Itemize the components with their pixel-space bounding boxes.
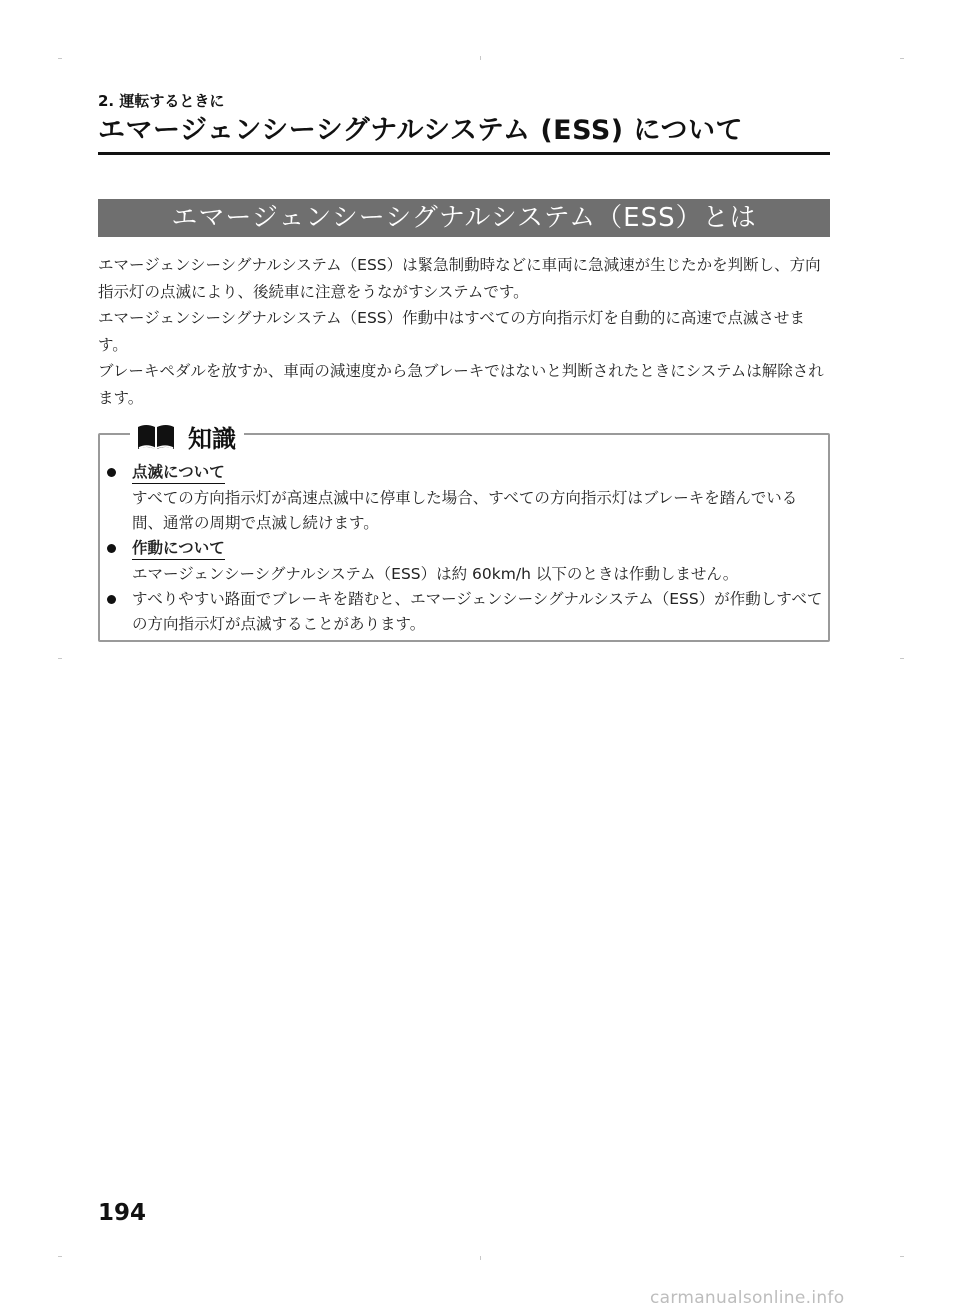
list-item bbox=[104, 536, 826, 587]
note-item-title: 点滅について bbox=[132, 461, 225, 484]
bullet-icon bbox=[107, 544, 116, 553]
crop-mark bbox=[58, 1256, 62, 1257]
note-title: 知識 bbox=[188, 424, 236, 453]
watermark: carmanualsonline.info bbox=[650, 1288, 845, 1308]
crop-mark bbox=[480, 1256, 481, 1260]
section-heading: エマージェンシーシグナルシステム（ESS）とは bbox=[98, 199, 830, 237]
note-item-text: すべての方向指示灯が高速点滅中に停車した場合、すべての方向指示灯はブレーキを踏んでいる間、通常の周期で点滅し続けます。 bbox=[132, 489, 798, 532]
page-title: エマージェンシーシグナルシステム (ESS) について bbox=[98, 115, 744, 146]
crop-mark bbox=[900, 58, 904, 59]
note-list bbox=[104, 460, 826, 637]
crop-mark bbox=[480, 56, 481, 60]
crop-mark bbox=[58, 58, 62, 59]
title-rule bbox=[98, 152, 830, 155]
note-item-text: エマージェンシーシグナルシステム（ESS）は約 60km/h 以下のときは作動しません。 bbox=[132, 565, 739, 583]
body-paragraph: エマージェンシーシグナルシステム（ESS）は緊急制動時などに車両に急減速が生じたかを判断し、方向指示灯の点滅により、後続車に注意をうながすシステムです。 bbox=[98, 256, 821, 301]
crop-mark bbox=[58, 658, 62, 659]
bullet-icon bbox=[107, 595, 116, 604]
list-item bbox=[104, 460, 826, 536]
note-header bbox=[130, 419, 244, 453]
page-number: 194 bbox=[98, 1200, 147, 1226]
book-icon bbox=[136, 421, 176, 451]
note-item-title: 作動について bbox=[132, 537, 225, 560]
body-paragraph: エマージェンシーシグナルシステム（ESS）作動中はすべての方向指示灯を自動的に高速で点滅させます。 bbox=[98, 309, 805, 354]
body-text bbox=[98, 252, 830, 411]
list-item bbox=[104, 587, 826, 637]
body-paragraph: ブレーキペダルを放すか、車両の減速度から急ブレーキではないと判断されたときにシステムは解除されます。 bbox=[98, 362, 824, 407]
crop-mark bbox=[900, 1256, 904, 1257]
crop-mark bbox=[900, 658, 904, 659]
section-label: 2. 運転するときに bbox=[98, 92, 225, 110]
bullet-icon bbox=[107, 468, 116, 477]
note-item-text: すべりやすい路面でブレーキを踏むと、エマージェンシーシグナルシステム（ESS）が作動しすべての方向指示灯が点滅することがあります。 bbox=[132, 590, 823, 633]
